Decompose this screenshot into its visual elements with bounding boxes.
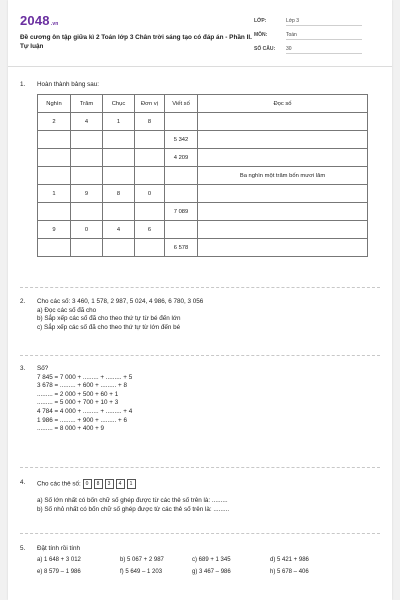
calc-item: d) 5 421 + 986 <box>270 557 309 563</box>
table-cell <box>165 185 198 203</box>
table-cell: 0 <box>71 221 103 239</box>
question-number: 5. <box>20 545 26 552</box>
digit-cards <box>83 479 138 489</box>
table-cell <box>165 167 198 185</box>
table-cell: 6 578 <box>165 239 198 257</box>
table-cell <box>71 167 103 185</box>
question-number: 3. <box>20 365 26 372</box>
table-cell <box>103 131 135 149</box>
table-cell <box>103 239 135 257</box>
document-header <box>8 0 392 67</box>
table-cell <box>198 149 368 167</box>
meta-grade: LỚP: Lớp 3 <box>254 18 362 26</box>
equation-line: 1 986 = ......... + 900 + ......... + 6 <box>37 416 127 424</box>
table-cell <box>38 239 71 257</box>
list-item: b) Số nhỏ nhất có bốn chữ số ghép được từ các thẻ số trên là: ......... <box>37 505 230 513</box>
table-header-row <box>38 95 368 113</box>
table-cell <box>71 131 103 149</box>
table-cell: 4 <box>103 221 135 239</box>
calc-item: c) 689 + 1 345 <box>192 557 231 563</box>
header-cell: Đọc số <box>198 95 368 113</box>
table-cell <box>135 149 165 167</box>
digit-card: 3 <box>105 479 114 489</box>
equation-line: ......... = 2 000 + 500 + 60 + 1 <box>37 390 119 398</box>
table-row <box>38 149 368 167</box>
digit-card: 1 <box>127 479 136 489</box>
table-row <box>38 239 368 257</box>
equation-line: 4 784 = 4 000 + ......... + ......... + 4 <box>37 407 133 415</box>
calc-item: a) 1 648 + 3 012 <box>37 557 81 563</box>
table-cell <box>165 113 198 131</box>
table-cell: 4 209 <box>165 149 198 167</box>
table-cell <box>103 203 135 221</box>
table-cell: 6 <box>135 221 165 239</box>
table-row <box>38 113 368 131</box>
calc-item: e) 8 579 – 1 986 <box>37 569 81 575</box>
table-cell <box>38 203 71 221</box>
document-title: Đề cương ôn tập giữa kì 2 Toán lớp 3 Chân trời sáng tạo có đáp án - Phần II. Tự luận <box>20 34 252 50</box>
question-2 <box>20 298 203 332</box>
table-cell: 5 342 <box>165 131 198 149</box>
table-cell: Ba nghìn một trăm bốn mươi lăm <box>198 167 368 185</box>
table-cell: 9 <box>71 185 103 203</box>
equation-line: 3 678 = ......... + 600 + ......... + 8 <box>37 382 127 390</box>
question-title: Hoàn thành bảng sau: <box>37 81 99 88</box>
list-item: c) Sắp xếp các số đã cho theo thứ tự từ lớn đến bé <box>37 323 181 331</box>
equation-line: 7 845 = 7 000 + ......... + ......... + 5 <box>37 373 133 381</box>
divider <box>20 467 380 468</box>
table-cell <box>103 149 135 167</box>
table-cell <box>198 131 368 149</box>
table-cell <box>165 221 198 239</box>
table-row <box>38 131 368 149</box>
divider <box>20 287 380 288</box>
table-cell <box>198 203 368 221</box>
header-cell: Nghìn <box>38 95 71 113</box>
calc-item: h) 5 678 – 406 <box>270 569 309 575</box>
question-4 <box>20 479 229 514</box>
table-cell <box>103 167 135 185</box>
table-cell: 7 089 <box>165 203 198 221</box>
question-title: Số? <box>37 365 49 372</box>
list-item: a) Đọc các số đã cho <box>37 306 97 314</box>
table-cell: 8 <box>135 113 165 131</box>
calc-item: g) 3 467 – 986 <box>192 569 231 575</box>
table-row <box>38 185 368 203</box>
header-cell: Trăm <box>71 95 103 113</box>
calc-item: b) 5 067 + 2 987 <box>120 557 164 563</box>
table-cell <box>71 203 103 221</box>
header-cell: Đơn vị <box>135 95 165 113</box>
document-page <box>8 0 392 600</box>
table-cell <box>198 221 368 239</box>
table-cell: 1 <box>103 113 135 131</box>
meta-subject: MÔN: Toán <box>254 32 362 40</box>
table-cell: 1 <box>38 185 71 203</box>
digit-card: 4 <box>116 479 125 489</box>
question-number: 1. <box>20 81 26 88</box>
table-cell <box>71 149 103 167</box>
table-cell <box>38 131 71 149</box>
equation-line: ......... = 5 000 + 700 + 10 + 3 <box>37 399 119 407</box>
table-cell <box>135 239 165 257</box>
list-item: b) Sắp xếp các số đã cho theo thứ tự từ bé đến lớn <box>37 315 181 323</box>
calc-item: f) 5 649 – 1 203 <box>120 569 163 575</box>
header-cell: Viết số <box>165 95 198 113</box>
table-cell <box>38 149 71 167</box>
meta-question-count: SỐ CÂU: 30 <box>254 46 362 54</box>
table-cell <box>198 185 368 203</box>
table-cell: 2 <box>38 113 71 131</box>
table-cell <box>198 239 368 257</box>
table-cell <box>135 131 165 149</box>
question-title: Cho các thẻ số: <box>37 480 81 488</box>
divider <box>20 533 380 534</box>
list-item: a) Số lớn nhất có bốn chữ số ghép được từ các thẻ số trên là: ......... <box>37 497 228 505</box>
table-cell <box>135 167 165 185</box>
digit-card: 0 <box>83 479 92 489</box>
table-cell: 9 <box>38 221 71 239</box>
equation-line: ......... = 8 000 + 400 + 9 <box>37 425 105 433</box>
table-cell <box>71 239 103 257</box>
question-title-row <box>37 479 229 489</box>
table-row <box>38 167 368 185</box>
table-cell: 4 <box>71 113 103 131</box>
table-cell: 0 <box>135 185 165 203</box>
question-3 <box>20 365 132 434</box>
question-number: 4. <box>20 479 26 486</box>
header-cell: Chục <box>103 95 135 113</box>
table-cell <box>38 167 71 185</box>
table-cell <box>135 203 165 221</box>
table-cell <box>198 113 368 131</box>
question-1 <box>20 81 99 90</box>
question-title: Cho các số: 3 460, 1 578, 2 987, 5 024, 4 986, 6 780, 3 056 <box>37 298 204 305</box>
digit-card: 8 <box>94 479 103 489</box>
table-row <box>38 221 368 239</box>
site-logo[interactable]: 2048.vn <box>20 13 59 28</box>
place-value-table <box>37 94 368 257</box>
question-number: 2. <box>20 298 26 305</box>
divider <box>20 355 380 356</box>
question-title: Đặt tính rồi tính <box>37 545 81 552</box>
table-cell: 8 <box>103 185 135 203</box>
question-5 <box>20 545 80 554</box>
table-row <box>38 203 368 221</box>
